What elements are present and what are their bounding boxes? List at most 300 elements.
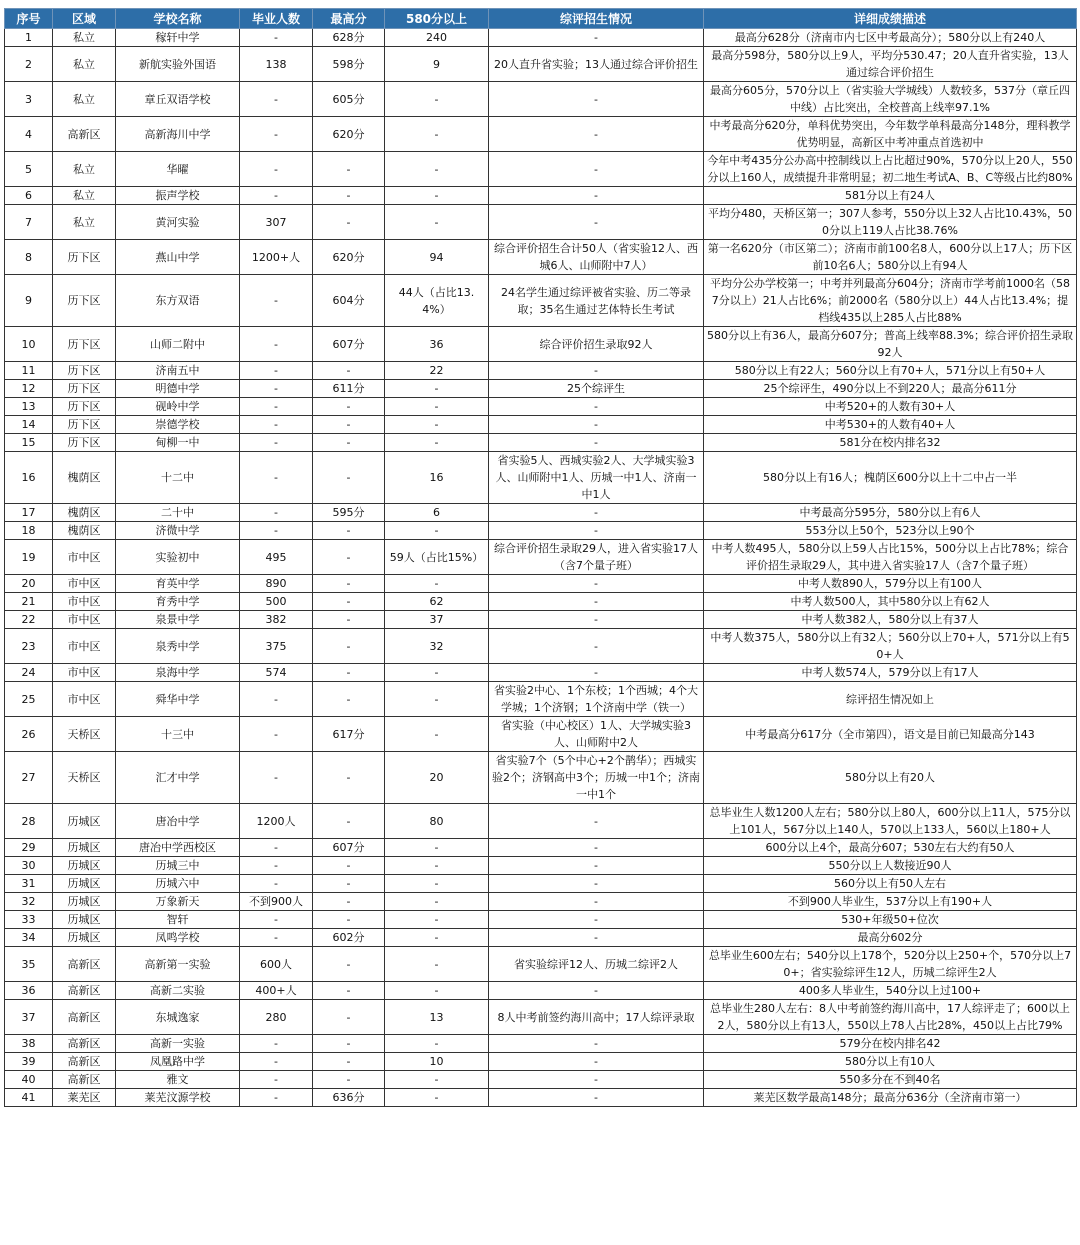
- cell-details: 580分以上有36人，最高分607分；普高上线率88.3%；综合评价招生录取92人: [704, 327, 1077, 362]
- cell-top-score: -: [313, 152, 385, 187]
- cell-top-score: -: [313, 682, 385, 717]
- table-row: [5, 380, 1077, 398]
- cell-comprehensive: -: [489, 187, 704, 205]
- cell-details: 560分以上有50人左右: [704, 875, 1077, 893]
- cell-comprehensive: -: [489, 398, 704, 416]
- cell-graduates: 600人: [240, 947, 313, 982]
- cell-district: 历下区: [53, 362, 116, 380]
- cell-school: 汇才中学: [116, 752, 240, 804]
- cell-graduates: -: [240, 1035, 313, 1053]
- cell-details: 25个综评生，490分以上不到220人；最高分611分: [704, 380, 1077, 398]
- cell-district: 私立: [53, 187, 116, 205]
- cell-details: 581分以上有24人: [704, 187, 1077, 205]
- table-row: [5, 839, 1077, 857]
- cell-comprehensive: -: [489, 1089, 704, 1107]
- cell-details: 580分以上有22人；560分以上有70+人，571分以上有50+人: [704, 362, 1077, 380]
- cell-details: 中考人数382人，580分以上有37人: [704, 611, 1077, 629]
- cell-school: 二十中: [116, 504, 240, 522]
- cell-comprehensive: -: [489, 152, 704, 187]
- cell-school: 新航实验外国语: [116, 47, 240, 82]
- cell-details: 400多人毕业生，540分以上过100+: [704, 982, 1077, 1000]
- cell-details: 最高分628分（济南市内七区中考最高分）；580分以上有240人: [704, 29, 1077, 47]
- cell-graduates: 890: [240, 575, 313, 593]
- table-row: [5, 82, 1077, 117]
- table-row: [5, 611, 1077, 629]
- cell-index: 7: [5, 205, 53, 240]
- cell-top-score: -: [313, 434, 385, 452]
- cell-above-580: -: [385, 1071, 489, 1089]
- cell-above-580: 44人（占比13.4%）: [385, 275, 489, 327]
- cell-comprehensive: 省实验（中心校区）1人、大学城实验3人、山师附中2人: [489, 717, 704, 752]
- cell-details: 中考530+的人数有40+人: [704, 416, 1077, 434]
- cell-comprehensive: -: [489, 575, 704, 593]
- cell-index: 14: [5, 416, 53, 434]
- cell-index: 8: [5, 240, 53, 275]
- cell-above-580: -: [385, 398, 489, 416]
- cell-district: 高新区: [53, 947, 116, 982]
- cell-graduates: -: [240, 752, 313, 804]
- cell-district: 市中区: [53, 682, 116, 717]
- cell-comprehensive: 综合评价招生录取92人: [489, 327, 704, 362]
- cell-above-580: -: [385, 929, 489, 947]
- cell-school: 智轩: [116, 911, 240, 929]
- cell-above-580: -: [385, 82, 489, 117]
- cell-above-580: -: [385, 857, 489, 875]
- cell-district: 历下区: [53, 240, 116, 275]
- cell-comprehensive: -: [489, 611, 704, 629]
- table-row: [5, 362, 1077, 380]
- cell-comprehensive: 综合评价招生合计50人（省实验12人、西城6人、山师附中7人）: [489, 240, 704, 275]
- cell-graduates: 不到900人: [240, 893, 313, 911]
- cell-top-score: 605分: [313, 82, 385, 117]
- cell-details: 中考520+的人数有30+人: [704, 398, 1077, 416]
- cell-comprehensive: -: [489, 504, 704, 522]
- cell-graduates: 400+人: [240, 982, 313, 1000]
- cell-top-score: -: [313, 362, 385, 380]
- cell-graduates: -: [240, 875, 313, 893]
- cell-details: 综评招生情况如上: [704, 682, 1077, 717]
- cell-details: 中考人数890人，579分以上有100人: [704, 575, 1077, 593]
- table-row: [5, 47, 1077, 82]
- cell-details: 中考人数375人，580分以上有32人；560分以上70+人，571分以上有50+人: [704, 629, 1077, 664]
- table-row: [5, 504, 1077, 522]
- cell-comprehensive: -: [489, 1071, 704, 1089]
- cell-details: 平均分公办学校第一；中考并列最高分604分；济南市学考前1000名（587分以上）21人占比6%；前2000名（580分以上）44人占比13.4%；提档线435以上285人占比88%: [704, 275, 1077, 327]
- cell-top-score: -: [313, 398, 385, 416]
- results-table-container: [4, 8, 1076, 1107]
- cell-comprehensive: -: [489, 29, 704, 47]
- cell-top-score: 595分: [313, 504, 385, 522]
- cell-index: 27: [5, 752, 53, 804]
- cell-details: 莱芜区数学最高148分；最高分636分（全济南市第一）: [704, 1089, 1077, 1107]
- cell-graduates: 495: [240, 540, 313, 575]
- cell-index: 38: [5, 1035, 53, 1053]
- cell-details: 581分在校内排名32: [704, 434, 1077, 452]
- cell-district: 历城区: [53, 893, 116, 911]
- cell-graduates: -: [240, 416, 313, 434]
- cell-above-580: -: [385, 875, 489, 893]
- cell-school: 唐冶中学西校区: [116, 839, 240, 857]
- table-header-row: [5, 9, 1077, 29]
- cell-above-580: -: [385, 664, 489, 682]
- cell-school: 燕山中学: [116, 240, 240, 275]
- cell-above-580: -: [385, 205, 489, 240]
- table-row: [5, 804, 1077, 839]
- cell-details: 最高分605分，570分以上（省实验大学城线）人数较多，537分（章丘四中线）占比突出，全校普高上线率97.1%: [704, 82, 1077, 117]
- cell-details: 中考人数495人，580分以上59人占比15%，500分以上占比78%；综合评价招生录取29人，其中进入省实验17人（含7个量子班）: [704, 540, 1077, 575]
- cell-district: 历下区: [53, 416, 116, 434]
- cell-district: 市中区: [53, 593, 116, 611]
- cell-top-score: 636分: [313, 1089, 385, 1107]
- cell-comprehensive: -: [489, 857, 704, 875]
- cell-above-580: -: [385, 117, 489, 152]
- cell-index: 36: [5, 982, 53, 1000]
- cell-district: 莱芜区: [53, 1089, 116, 1107]
- cell-district: 历下区: [53, 398, 116, 416]
- cell-above-580: -: [385, 839, 489, 857]
- cell-index: 9: [5, 275, 53, 327]
- cell-comprehensive: 省实验2中心、1个东校；1个西城；4个大学城；1个济钢；1个济南中学（铁一）: [489, 682, 704, 717]
- table-row: [5, 540, 1077, 575]
- table-row: [5, 717, 1077, 752]
- cell-comprehensive: 省实验5人、西城实验2人、大学城实验3人、山师附中1人、历城一中1人、济南一中1人: [489, 452, 704, 504]
- cell-district: 天桥区: [53, 717, 116, 752]
- cell-top-score: 628分: [313, 29, 385, 47]
- cell-index: 22: [5, 611, 53, 629]
- cell-graduates: 280: [240, 1000, 313, 1035]
- table-row: [5, 575, 1077, 593]
- cell-graduates: -: [240, 1071, 313, 1089]
- cell-details: 600分以上4个，最高分607；530左右大约有50人: [704, 839, 1077, 857]
- table-row: [5, 893, 1077, 911]
- cell-above-580: -: [385, 187, 489, 205]
- cell-school: 东城逸家: [116, 1000, 240, 1035]
- cell-comprehensive: -: [489, 893, 704, 911]
- cell-graduates: 500: [240, 593, 313, 611]
- cell-graduates: -: [240, 911, 313, 929]
- cell-above-580: 62: [385, 593, 489, 611]
- cell-district: 高新区: [53, 1035, 116, 1053]
- cell-school: 章丘双语学校: [116, 82, 240, 117]
- cell-details: 中考人数500人，其中580分以上有62人: [704, 593, 1077, 611]
- cell-comprehensive: -: [489, 1035, 704, 1053]
- cell-graduates: -: [240, 1089, 313, 1107]
- cell-school: 十三中: [116, 717, 240, 752]
- cell-index: 16: [5, 452, 53, 504]
- cell-school: 明德中学: [116, 380, 240, 398]
- header-above-580: 580分以上: [385, 9, 489, 29]
- cell-above-580: 32: [385, 629, 489, 664]
- cell-details: 中考最高分620分，单科优势突出，今年数学单科最高分148分，理科教学优势明显，高新区中考冲重点首选初中: [704, 117, 1077, 152]
- cell-school: 育秀中学: [116, 593, 240, 611]
- cell-school: 十二中: [116, 452, 240, 504]
- cell-graduates: 138: [240, 47, 313, 82]
- cell-above-580: 22: [385, 362, 489, 380]
- cell-district: 高新区: [53, 982, 116, 1000]
- cell-top-score: -: [313, 593, 385, 611]
- cell-details: 579分在校内排名42: [704, 1035, 1077, 1053]
- cell-school: 雅文: [116, 1071, 240, 1089]
- cell-index: 11: [5, 362, 53, 380]
- cell-school: 高新第一实验: [116, 947, 240, 982]
- cell-comprehensive: -: [489, 839, 704, 857]
- cell-district: 高新区: [53, 117, 116, 152]
- cell-district: 历城区: [53, 911, 116, 929]
- cell-graduates: 375: [240, 629, 313, 664]
- cell-top-score: 604分: [313, 275, 385, 327]
- table-row: [5, 434, 1077, 452]
- cell-district: 槐荫区: [53, 452, 116, 504]
- header-index: 序号: [5, 9, 53, 29]
- table-row: [5, 664, 1077, 682]
- cell-above-580: -: [385, 1089, 489, 1107]
- cell-details: 中考最高分617分（全市第四），语文是目前已知最高分143: [704, 717, 1077, 752]
- table-row: [5, 240, 1077, 275]
- cell-top-score: -: [313, 875, 385, 893]
- table-row: [5, 327, 1077, 362]
- header-comprehensive: 综评招生情况: [489, 9, 704, 29]
- cell-above-580: 20: [385, 752, 489, 804]
- table-row: [5, 29, 1077, 47]
- cell-above-580: 13: [385, 1000, 489, 1035]
- cell-above-580: -: [385, 1035, 489, 1053]
- cell-top-score: -: [313, 893, 385, 911]
- cell-comprehensive: 省实验7个（5个中心+2个鹊华）；西城实验2个；济钢高中3个；历城一中1个；济南一中1个: [489, 752, 704, 804]
- cell-index: 23: [5, 629, 53, 664]
- cell-school: 砚岭中学: [116, 398, 240, 416]
- cell-above-580: -: [385, 717, 489, 752]
- cell-comprehensive: 24名学生通过综评被省实验、历二等录取；35名生通过艺体特长生考试: [489, 275, 704, 327]
- cell-school: 莱芜汶源学校: [116, 1089, 240, 1107]
- cell-index: 31: [5, 875, 53, 893]
- table-row: [5, 982, 1077, 1000]
- cell-above-580: -: [385, 947, 489, 982]
- cell-above-580: -: [385, 682, 489, 717]
- cell-details: 553分以上50个，523分以上90个: [704, 522, 1077, 540]
- cell-details: 最高分598分，580分以上9人，平均分530.47；20人直升省实验，13人通过综合评价招生: [704, 47, 1077, 82]
- cell-details: 550分以上人数接近90人: [704, 857, 1077, 875]
- cell-top-score: -: [313, 1071, 385, 1089]
- cell-district: 历城区: [53, 875, 116, 893]
- cell-above-580: -: [385, 152, 489, 187]
- cell-comprehensive: -: [489, 593, 704, 611]
- cell-school: 历城六中: [116, 875, 240, 893]
- cell-details: 中考人数574人，579分以上有17人: [704, 664, 1077, 682]
- cell-index: 3: [5, 82, 53, 117]
- cell-top-score: -: [313, 629, 385, 664]
- cell-top-score: 607分: [313, 327, 385, 362]
- cell-comprehensive: -: [489, 1053, 704, 1071]
- cell-graduates: -: [240, 682, 313, 717]
- table-row: [5, 1053, 1077, 1071]
- cell-index: 30: [5, 857, 53, 875]
- cell-school: 稼轩中学: [116, 29, 240, 47]
- cell-comprehensive: -: [489, 416, 704, 434]
- cell-school: 万象新天: [116, 893, 240, 911]
- cell-index: 29: [5, 839, 53, 857]
- cell-above-580: 36: [385, 327, 489, 362]
- cell-district: 高新区: [53, 1071, 116, 1089]
- cell-index: 2: [5, 47, 53, 82]
- cell-district: 历城区: [53, 804, 116, 839]
- cell-district: 槐荫区: [53, 522, 116, 540]
- cell-comprehensive: -: [489, 664, 704, 682]
- table-row: [5, 416, 1077, 434]
- cell-graduates: -: [240, 380, 313, 398]
- header-district: 区域: [53, 9, 116, 29]
- cell-comprehensive: -: [489, 804, 704, 839]
- cell-details: 第一名620分（市区第二）；济南市前100名8人，600分以上17人；历下区前10名6人；580分以上有94人: [704, 240, 1077, 275]
- cell-index: 20: [5, 575, 53, 593]
- cell-top-score: -: [313, 575, 385, 593]
- cell-details: 中考最高分595分，580分以上有6人: [704, 504, 1077, 522]
- cell-top-score: 598分: [313, 47, 385, 82]
- cell-top-score: 607分: [313, 839, 385, 857]
- cell-above-580: -: [385, 380, 489, 398]
- cell-index: 17: [5, 504, 53, 522]
- cell-comprehensive: -: [489, 929, 704, 947]
- cell-above-580: -: [385, 982, 489, 1000]
- cell-district: 私立: [53, 29, 116, 47]
- cell-school: 泉海中学: [116, 664, 240, 682]
- cell-top-score: -: [313, 205, 385, 240]
- cell-school: 振声学校: [116, 187, 240, 205]
- cell-index: 5: [5, 152, 53, 187]
- cell-district: 私立: [53, 205, 116, 240]
- cell-above-580: 94: [385, 240, 489, 275]
- cell-index: 21: [5, 593, 53, 611]
- table-row: [5, 947, 1077, 982]
- cell-above-580: 80: [385, 804, 489, 839]
- cell-comprehensive: -: [489, 522, 704, 540]
- cell-graduates: -: [240, 857, 313, 875]
- cell-district: 历下区: [53, 434, 116, 452]
- cell-index: 18: [5, 522, 53, 540]
- cell-graduates: 574: [240, 664, 313, 682]
- cell-graduates: -: [240, 398, 313, 416]
- cell-district: 私立: [53, 47, 116, 82]
- cell-comprehensive: 省实验综评12人、历城二综评2人: [489, 947, 704, 982]
- cell-graduates: -: [240, 187, 313, 205]
- cell-school: 高新一实验: [116, 1035, 240, 1053]
- cell-top-score: -: [313, 664, 385, 682]
- table-row: [5, 593, 1077, 611]
- results-table: [4, 8, 1077, 1107]
- cell-above-580: -: [385, 911, 489, 929]
- cell-comprehensive: 20人直升省实验；13人通过综合评价招生: [489, 47, 704, 82]
- cell-details: 总毕业生人数1200人左右；580分以上80人，600分以上11人，575分以上101人，567分以上140人，570以上133人，560以上180+人: [704, 804, 1077, 839]
- cell-details: 最高分602分: [704, 929, 1077, 947]
- cell-graduates: -: [240, 839, 313, 857]
- cell-details: 550多分在不到40名: [704, 1071, 1077, 1089]
- cell-graduates: -: [240, 82, 313, 117]
- cell-above-580: -: [385, 522, 489, 540]
- cell-graduates: -: [240, 29, 313, 47]
- cell-graduates: -: [240, 717, 313, 752]
- table-row: [5, 1071, 1077, 1089]
- cell-index: 37: [5, 1000, 53, 1035]
- cell-top-score: -: [313, 1053, 385, 1071]
- cell-index: 40: [5, 1071, 53, 1089]
- cell-top-score: -: [313, 982, 385, 1000]
- cell-top-score: -: [313, 752, 385, 804]
- cell-above-580: 240: [385, 29, 489, 47]
- table-row: [5, 117, 1077, 152]
- table-row: [5, 275, 1077, 327]
- table-row: [5, 752, 1077, 804]
- cell-details: 总毕业生600左右；540分以上178个，520分以上250+个，570分以上70+；省实验综评生12人，历城二综评生2人: [704, 947, 1077, 982]
- cell-school: 凤凰路中学: [116, 1053, 240, 1071]
- table-body: [5, 29, 1077, 1107]
- cell-above-580: 37: [385, 611, 489, 629]
- cell-top-score: -: [313, 804, 385, 839]
- table-row: [5, 929, 1077, 947]
- cell-top-score: -: [313, 540, 385, 575]
- cell-district: 市中区: [53, 664, 116, 682]
- table-row: [5, 187, 1077, 205]
- cell-index: 6: [5, 187, 53, 205]
- table-row: [5, 875, 1077, 893]
- cell-school: 泉秀中学: [116, 629, 240, 664]
- cell-graduates: -: [240, 362, 313, 380]
- cell-district: 历下区: [53, 380, 116, 398]
- cell-school: 高新二实验: [116, 982, 240, 1000]
- cell-comprehensive: -: [489, 629, 704, 664]
- header-details: 详细成绩描述: [704, 9, 1077, 29]
- cell-school: 高新海川中学: [116, 117, 240, 152]
- cell-graduates: -: [240, 504, 313, 522]
- cell-comprehensive: 25个综评生: [489, 380, 704, 398]
- cell-district: 历城区: [53, 839, 116, 857]
- table-row: [5, 911, 1077, 929]
- cell-index: 28: [5, 804, 53, 839]
- cell-school: 唐冶中学: [116, 804, 240, 839]
- cell-graduates: -: [240, 117, 313, 152]
- cell-school: 实验初中: [116, 540, 240, 575]
- cell-index: 10: [5, 327, 53, 362]
- table-row: [5, 682, 1077, 717]
- cell-district: 私立: [53, 152, 116, 187]
- cell-graduates: -: [240, 327, 313, 362]
- cell-top-score: -: [313, 611, 385, 629]
- cell-graduates: -: [240, 452, 313, 504]
- cell-top-score: -: [313, 522, 385, 540]
- cell-above-580: -: [385, 416, 489, 434]
- cell-school: 黄河实验: [116, 205, 240, 240]
- cell-index: 39: [5, 1053, 53, 1071]
- cell-details: 580分以上有20人: [704, 752, 1077, 804]
- cell-school: 凤鸣学校: [116, 929, 240, 947]
- cell-index: 1: [5, 29, 53, 47]
- cell-top-score: -: [313, 857, 385, 875]
- cell-district: 市中区: [53, 611, 116, 629]
- cell-details: 不到900人毕业生，537分以上有190+人: [704, 893, 1077, 911]
- cell-district: 历城区: [53, 929, 116, 947]
- header-graduates: 毕业人数: [240, 9, 313, 29]
- cell-top-score: 617分: [313, 717, 385, 752]
- cell-school: 济南五中: [116, 362, 240, 380]
- cell-index: 33: [5, 911, 53, 929]
- cell-graduates: -: [240, 1053, 313, 1071]
- cell-index: 13: [5, 398, 53, 416]
- header-top-score: 最高分: [313, 9, 385, 29]
- cell-school: 泉景中学: [116, 611, 240, 629]
- cell-school: 东方双语: [116, 275, 240, 327]
- cell-school: 甸柳一中: [116, 434, 240, 452]
- cell-details: 平均分480，天桥区第一；307人参考，550分以上32人占比10.43%，500分以上119人占比38.76%: [704, 205, 1077, 240]
- cell-index: 12: [5, 380, 53, 398]
- cell-district: 天桥区: [53, 752, 116, 804]
